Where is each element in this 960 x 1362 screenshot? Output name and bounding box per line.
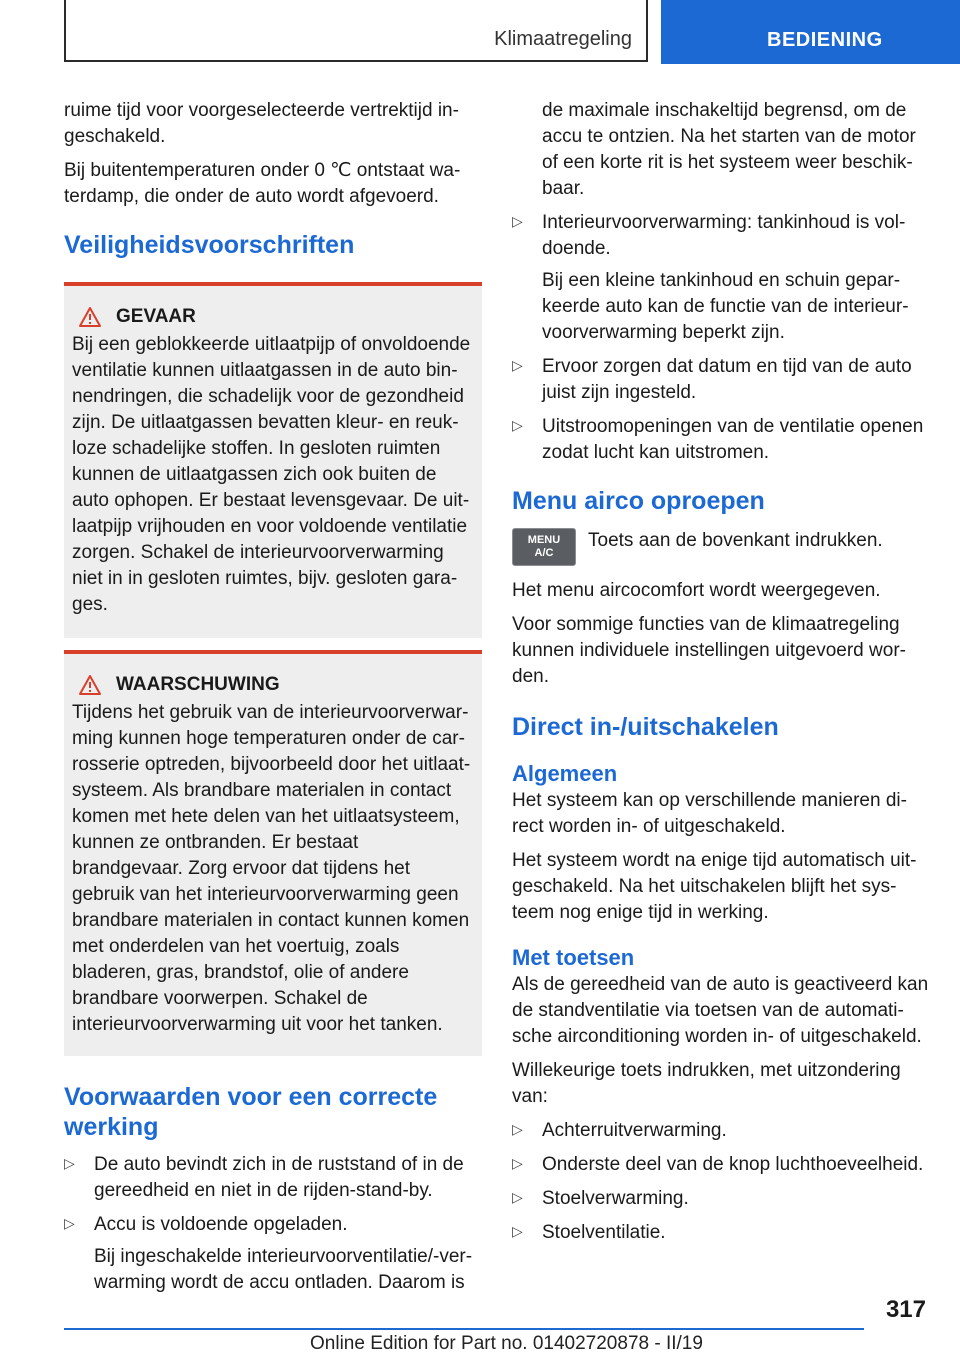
warning-triangle-icon — [78, 306, 102, 328]
bullet-icon: ▷ — [512, 1121, 523, 1137]
heading-menu: Menu airco oproepen — [512, 487, 765, 515]
section-title: Klimaatregeling — [494, 28, 632, 50]
heading-buttons: Met toetsen — [512, 945, 635, 970]
footer-edition: Online Edition for Part no. 01402720878 - II/19 — [310, 1333, 703, 1354]
list-item: ▷ De auto bevindt zich in de ruststand of in de gereedheid en niet in de rijden-stand-by. — [64, 1154, 464, 1201]
footer-divider — [64, 1328, 864, 1330]
left-column — [64, 98, 482, 1304]
danger-title: GEVAAR — [116, 306, 196, 327]
bullet-icon: ▷ — [64, 1155, 75, 1171]
heading-safety: Veiligheidsvoorschriften — [64, 231, 355, 259]
paragraph: Voor sommige functies van de klimaatregeling kunnen individuele instellingen uitgevoerd worden. — [512, 614, 906, 687]
bullet-icon: ▷ — [512, 1189, 523, 1205]
list-item: ▷ Onderste deel van de knop luchthoeveelheid. — [512, 1154, 924, 1175]
paragraph: Willekeurige toets indrukken, met uitzondering van: — [512, 1060, 901, 1107]
chapter-title: BEDIENING — [767, 29, 883, 51]
warning-text: Tijdens het gebruik van de interieurvoorverwarming kunnen hoge temperaturen onder de carrosserie optreden, bijvoorbeeld door het uitlaatsysteem. Als brandbare materialen in contact komen met hete delen van het uitlaatsysteem, kunnen ze ontbranden. Er bestaat brandgevaar. Zorg ervoor dat tijdens het gebruik van het interieurvoorverwarming geen brandbare materialen in contact kunnen komen met onderdelen van het voertuig, zoals bladeren, gras, brandstof, olie of andere brandbare voorwerpen. Schakel de interieurvoorverwarming uit voor het tanken. — [72, 702, 471, 1035]
menu-instruction — [512, 528, 932, 566]
list-item: ▷ Achterruitverwarming. — [512, 1120, 727, 1141]
list-item: ▷ Stoelventilatie. — [512, 1222, 666, 1243]
header-chapter-tab — [661, 0, 960, 64]
requirements-list-cont — [512, 98, 932, 466]
page-number: 317 — [885, 1296, 926, 1323]
paragraph: Bij buitentemperaturen onder 0 ℃ ontstaat waterdamp, die onder de auto wordt afgevoerd. — [64, 160, 461, 207]
list-item: ▷ Ervoor zorgen dat datum en tijd van de auto juist zijn ingesteld. — [512, 356, 912, 403]
paragraph: ruime tijd voor voorgeselecteerde vertrektijd ingeschakeld. — [64, 100, 459, 147]
bullet-icon: ▷ — [64, 1215, 75, 1231]
list-item: ▷ Stoelverwarming. — [512, 1188, 689, 1209]
header-section-tab — [64, 0, 648, 62]
bullet-icon: ▷ — [512, 1223, 523, 1239]
paragraph: Het systeem kan op verschillende manieren direct worden in- of uitgeschakeld. — [512, 790, 907, 837]
requirements-list — [64, 1152, 482, 1296]
right-column — [512, 98, 932, 1254]
warning-triangle-icon — [78, 674, 102, 696]
warning-box — [64, 650, 482, 1056]
menu-instruction-text: Toets aan de bovenkant indrukken. — [588, 530, 883, 551]
bullet-icon: ▷ — [512, 357, 523, 373]
list-item: de maximale inschakeltijd begrensd, om de accu te ontzien. Na het starten van de motor of een korte rit is het systeem weer beschikbaar. — [542, 100, 916, 199]
paragraph: Het systeem wordt na enige tijd automatisch uitgeschakeld. Na het uitschakelen blijft het systeem nog enige tijd in werking. — [512, 850, 917, 923]
paragraph: Het menu aircocomfort wordt weergegeven. — [512, 580, 881, 601]
heading-requirements: Voorwaarden voor een correcte werking — [64, 1083, 438, 1141]
warning-title: WAARSCHUWING — [116, 674, 280, 695]
heading-direct: Direct in-/uitschakelen — [512, 713, 779, 741]
list-item: ▷ Accu is voldoende opgeladen. Bij ingeschakelde interieurvoorventilatie/-verwarming wordt de accu ontladen. Daarom is — [64, 1214, 473, 1293]
list-item: ▷ Interieurvoorverwarming: tankinhoud is voldoende. Bij een kleine tankinhoud en schuin geparkeerde auto kan de functie van de interieurvoorverwarming beperkt zijn. — [512, 212, 909, 343]
danger-text: Bij een geblokkeerde uitlaatpijp of onvoldoende ventilatie kunnen uitlaatgassen in de auto binnendringen, die schadelijk voor de gezondheid zijn. De uitlaatgassen bevatten kleur- en reukloze schadelijke stoffen. In gesloten ruimten kunnen de uitlaatgassen zich ook buiten de auto ophopen. Er bestaat levensgevaar. De uitlaatpijp vrijhouden en voor voldoende ventilatie zorgen. Schakel de interieurvoorverwarming niet in in gesloten ruimtes, bijv. gesloten garages. — [72, 334, 471, 615]
paragraph: Als de gereedheid van de auto is geactiveerd kan de standventilatie via toetsen van de automatische airconditioning worden in- of uitgeschakeld. — [512, 974, 929, 1047]
list-item: ▷ Uitstroomopeningen van de ventilatie openen zodat lucht kan uitstromen. — [512, 416, 924, 463]
menu-ac-button[interactable]: MENU A/C — [512, 528, 576, 566]
bullet-icon: ▷ — [512, 213, 523, 229]
danger-box — [64, 282, 482, 638]
bullet-icon: ▷ — [512, 1155, 523, 1171]
bullet-icon: ▷ — [512, 417, 523, 433]
heading-general: Algemeen — [512, 761, 618, 786]
exceptions-list — [512, 1118, 932, 1246]
